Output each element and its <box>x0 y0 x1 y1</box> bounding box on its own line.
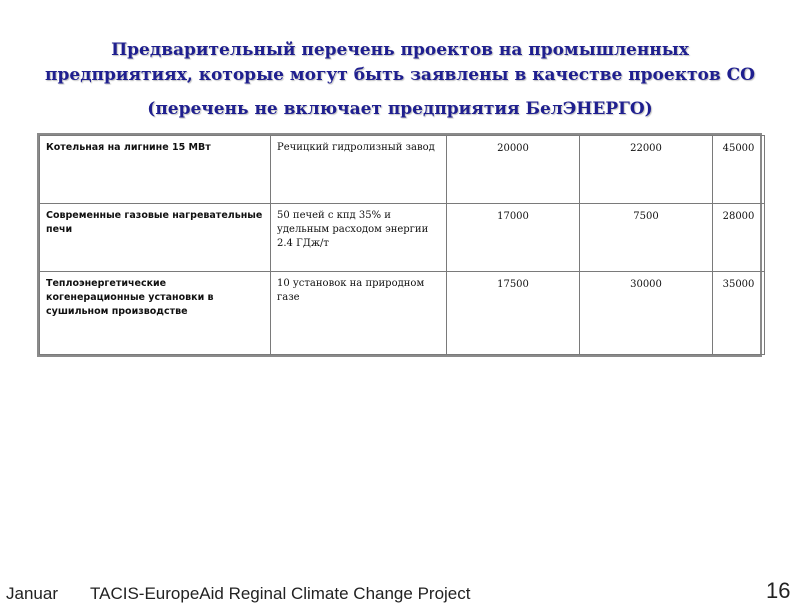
value-cell-3: 45000 <box>713 136 765 204</box>
table-row <box>40 204 765 272</box>
project-name-cell: Котельная на лигнине 15 МВт <box>40 136 271 204</box>
footer-project-name: TACIS-EuropeAid Reginal Climate Change Project <box>90 584 471 603</box>
value-cell-1: 17500 <box>447 272 580 355</box>
value-cell-2: 22000 <box>580 136 713 204</box>
value-cell-2: 30000 <box>580 272 713 355</box>
value-cell-2: 7500 <box>580 204 713 272</box>
value-cell-3: 35000 <box>713 272 765 355</box>
page-title: Предварительный перечень проектов на промышленных предприятиях, которые могут быть заявлены в качестве проектов СО <box>45 40 755 85</box>
project-site-cell: Речицкий гидролизный завод <box>271 136 447 204</box>
footer-date: Januar <box>6 584 58 603</box>
project-name-cell: Современные газовые нагревательные печи <box>40 204 271 272</box>
project-site-cell: 50 печей с кпд 35% и удельным расходом энергии 2.4 ГДж/т <box>271 204 447 272</box>
value-cell-3: 28000 <box>713 204 765 272</box>
page-subtitle: (перечень не включает предприятия БелЭНЕРГО) <box>147 99 653 119</box>
project-name-cell: Теплоэнергетические когенерационные установки в сушильном производстве <box>40 272 271 355</box>
table-row <box>40 136 765 204</box>
project-site-cell: 10 установок на природном газе <box>271 272 447 355</box>
projects-table <box>37 133 762 357</box>
page-number: 16 <box>766 578 791 603</box>
slide-footer <box>0 578 800 604</box>
table-row <box>40 272 765 355</box>
value-cell-1: 17000 <box>447 204 580 272</box>
value-cell-1: 20000 <box>447 136 580 204</box>
